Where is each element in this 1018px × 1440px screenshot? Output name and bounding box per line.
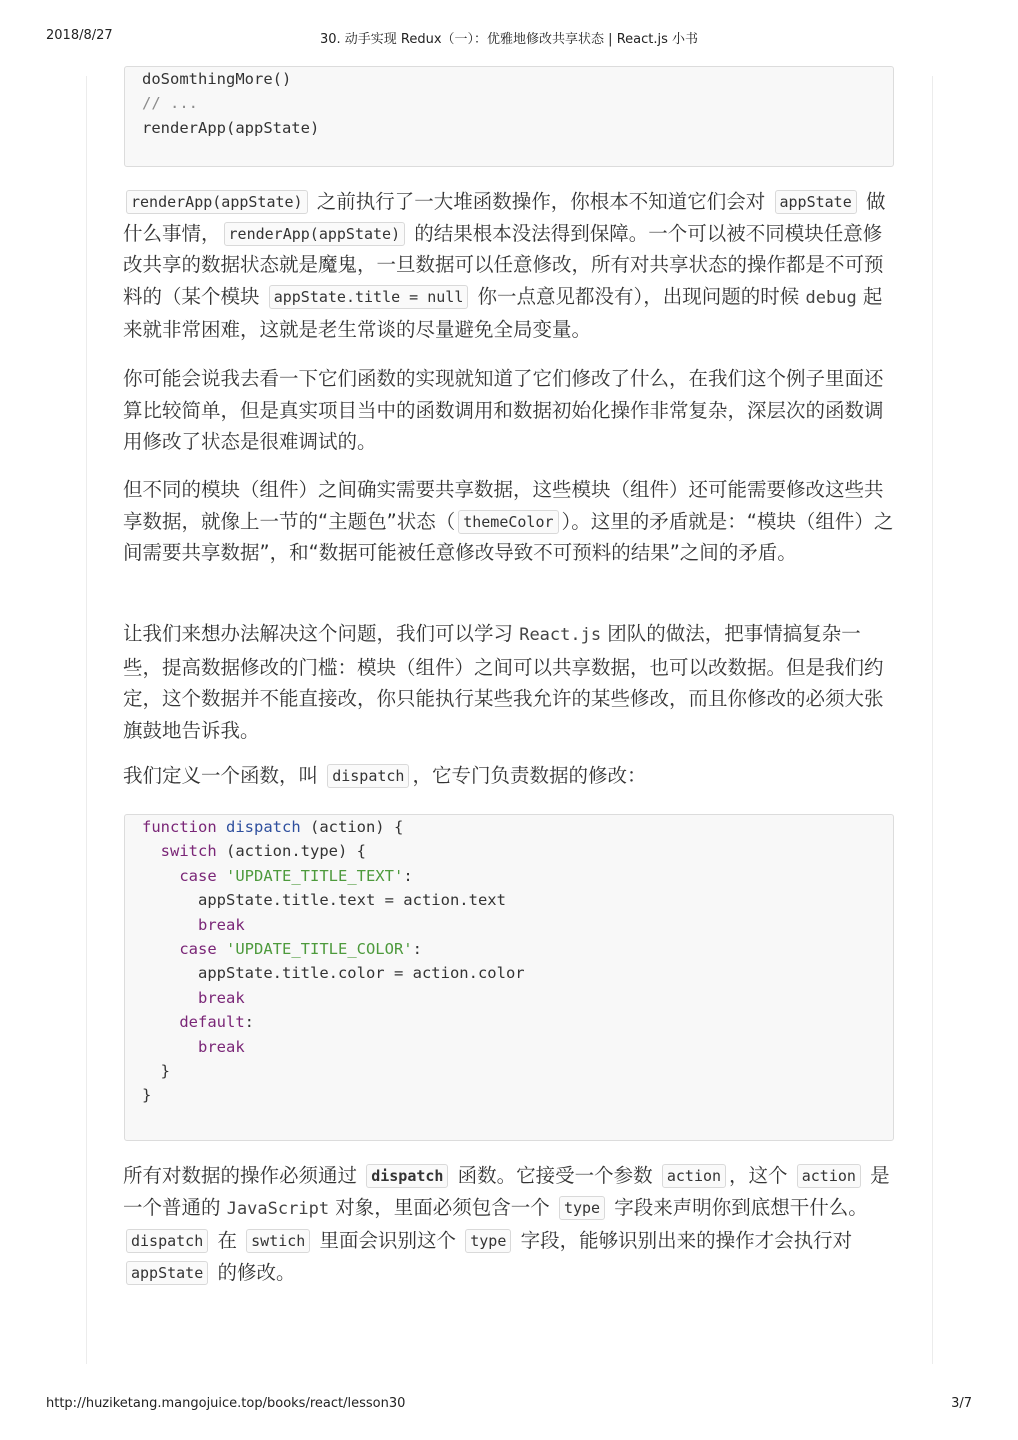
paragraph-global-state-problem bbox=[123, 186, 895, 346]
paragraph-text: 你可能会说我去看一下它们函数的实现就知道了它们修改了什么，在我们这个例子里面还算比较简单，但是真实项目当中的函数调用和数据初始化操作非常复杂，深层次的函数调用修改了状态是很难调试的。 bbox=[123, 367, 884, 454]
code-keyword: switch bbox=[160, 842, 217, 861]
inline-code: dispatch bbox=[327, 764, 409, 788]
code-text: } bbox=[142, 1086, 152, 1105]
code-line: renderApp(appState) bbox=[142, 118, 320, 137]
code-keyword: case bbox=[179, 866, 217, 885]
code-keyword: break bbox=[198, 915, 245, 934]
code-keyword: break bbox=[198, 1037, 245, 1056]
paragraph-text: 的结果根本没法得到保障。一个可以被不同模块任意修改共享的数据状态就是魔鬼，一旦数据可以任意修改，所有对共享状态的操作都是不可预料的（某个模块 bbox=[123, 221, 884, 308]
paragraph-define-dispatch bbox=[123, 760, 895, 792]
paragraph-text: 字段，能够识别出来的操作才会执行对 bbox=[514, 1229, 853, 1253]
code-keyword: case bbox=[179, 940, 217, 959]
paragraph-text: 函数。它接受一个参数 bbox=[451, 1164, 659, 1187]
print-page-number: 3/7 bbox=[951, 1396, 972, 1411]
paragraph-react-approach bbox=[123, 618, 895, 746]
code-text: (action.type) { bbox=[216, 842, 366, 861]
inline-code: appState bbox=[775, 190, 857, 214]
inline-code: appState.title = null bbox=[269, 285, 469, 309]
paragraph-text: 团队的做法，把事情搞复杂一些，提高数据修改的门槛：模块（组件）之间可以共享数据，也可以改数据。但是我们约定，这个数据并不能直接改，你只能执行某些我允许的某些修改，而且你修改的必须大张旗鼓地告诉我。 bbox=[123, 622, 884, 742]
paragraph-text: ，它专门负责数据的修改： bbox=[412, 764, 647, 787]
paragraph-text: 做什么事情， bbox=[123, 190, 886, 245]
column-border-left bbox=[86, 76, 87, 1364]
inline-code: appState bbox=[126, 1261, 208, 1285]
code-block-dispatch bbox=[124, 814, 894, 1141]
paragraph-text: 我们定义一个函数，叫 bbox=[123, 764, 325, 787]
inline-code: dispatch bbox=[126, 1229, 208, 1253]
code-string: 'UPDATE_TITLE_TEXT' bbox=[226, 866, 404, 885]
code-string: 'UPDATE_TITLE_COLOR' bbox=[226, 940, 413, 959]
paragraph-text: 是一个普通的 bbox=[123, 1164, 890, 1219]
paragraph-text: 的修改。 bbox=[211, 1260, 296, 1284]
paragraph-text: 让我们来想办法解决这个问题，我们可以学习 bbox=[123, 622, 520, 645]
code-comment: // ... bbox=[142, 94, 198, 113]
code-block-render bbox=[124, 66, 894, 167]
inline-code: renderApp(appState) bbox=[224, 222, 406, 246]
code-keyword: break bbox=[198, 988, 245, 1007]
code-text: appState.title.color = action.color bbox=[198, 964, 525, 983]
column-border-right bbox=[932, 76, 933, 1364]
paragraph-text: 你一点意见都没有），出现问题的时候 bbox=[471, 284, 806, 308]
inline-code: type bbox=[559, 1196, 605, 1220]
inline-mono-text: JavaScript bbox=[226, 1198, 330, 1219]
code-text: : bbox=[403, 866, 413, 885]
inline-code: swtich bbox=[246, 1229, 310, 1253]
paragraph-text: 里面会识别这个 bbox=[313, 1229, 463, 1253]
paragraph-debugging bbox=[123, 363, 895, 458]
inline-code: action bbox=[797, 1164, 861, 1188]
inline-mono-text: React.js bbox=[519, 625, 602, 645]
code-text: } bbox=[160, 1062, 171, 1081]
print-page-title: 30. 动手实现 Redux（一）：优雅地修改共享状态 | React.js 小书 bbox=[319, 32, 699, 47]
paragraph-text: 所有对数据的操作必须通过 bbox=[123, 1164, 364, 1187]
paragraph-text: 字段来声明你到底想干什么。 bbox=[608, 1195, 868, 1219]
paragraph-text: 对象，里面必须包含一个 bbox=[329, 1195, 556, 1219]
inline-code: action bbox=[662, 1164, 726, 1188]
inline-mono-text: debug bbox=[805, 287, 857, 308]
paragraph-text: 在 bbox=[211, 1229, 244, 1253]
code-function-name: dispatch bbox=[226, 818, 301, 836]
paragraph-shared-data-conflict bbox=[123, 474, 895, 569]
code-keyword: function bbox=[142, 818, 217, 836]
print-url: http://huziketang.mangojuice.top/books/react/lesson30 bbox=[46, 1396, 406, 1411]
print-date: 2018/8/27 bbox=[46, 28, 113, 43]
inline-code: type bbox=[465, 1229, 511, 1253]
inline-code: renderApp(appState) bbox=[126, 190, 308, 214]
paragraph-text: 起来就非常困难，这就是老生常谈的尽量避免全局变量。 bbox=[123, 284, 883, 342]
paragraph-text: 之前执行了一大堆函数操作，你根本不知道它们会对 bbox=[310, 190, 772, 213]
code-text: : bbox=[244, 1013, 254, 1032]
code-text: : bbox=[412, 940, 422, 959]
inline-code: dispatch bbox=[366, 1164, 448, 1188]
code-keyword: default bbox=[179, 1013, 245, 1032]
code-text: (action) { bbox=[300, 818, 404, 836]
paragraph-dispatch-explanation bbox=[123, 1160, 895, 1288]
paragraph-text: ）。这里的矛盾就是：“模块（组件）之间需要共享数据”，和“数据可能被任意修改导致不可预料的结果”之间的矛盾。 bbox=[123, 509, 894, 565]
inline-code: themeColor bbox=[458, 510, 558, 534]
code-line: doSomthingMore() bbox=[142, 70, 292, 88]
paragraph-text: ，这个 bbox=[729, 1164, 794, 1187]
code-text: appState.title.text = action.text bbox=[198, 891, 506, 910]
paragraph-text: 但不同的模块（组件）之间确实需要共享数据，这些模块（组件）还可能需要修改这些共享数据，就像上一节的“主题色”状态（ bbox=[123, 478, 884, 533]
